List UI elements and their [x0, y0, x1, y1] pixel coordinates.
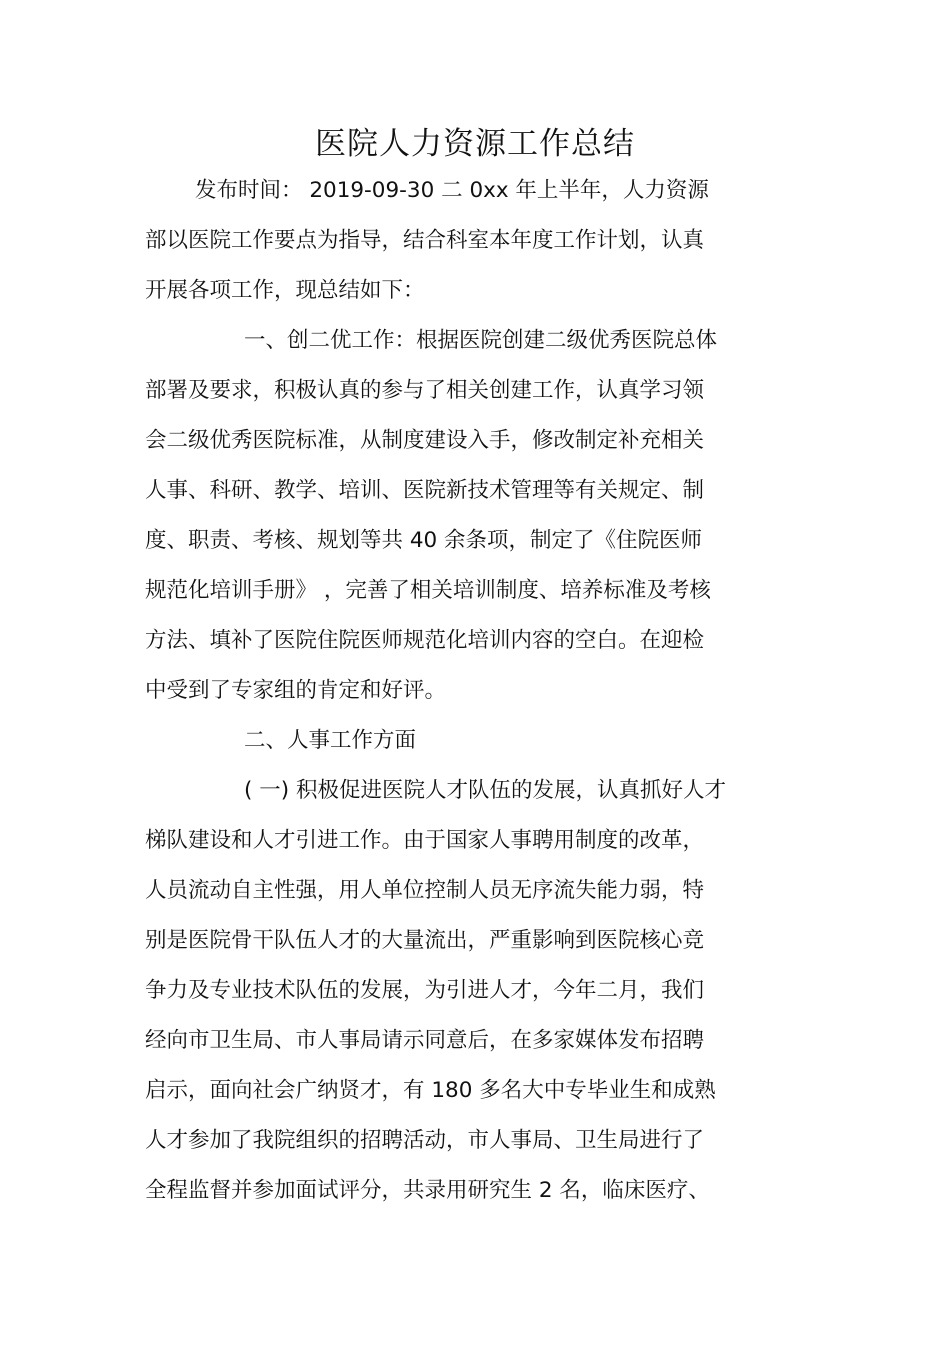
text-line: 经向市卫生局、市人事局请示同意后，在多家媒体发布招聘 — [145, 1028, 705, 1053]
text-line: 开展各项工作，现总结如下： — [145, 278, 425, 303]
text-line: 争力及专业技术队伍的发展，为引进人才，今年二月，我们 — [145, 978, 705, 1003]
text-line: 人员流动自主性强，用人单位控制人员无序流失能力弱，特 — [145, 878, 705, 903]
text-line: 规范化培训手册》 ，完善了相关培训制度、培养标准及考核 — [145, 578, 711, 603]
text-line: 发布时间： 2019-09-30 二 0xx 年上半年，人力资源 — [195, 178, 709, 203]
text-line: 别是医院骨干队伍人才的大量流出，严重影响到医院核心竞 — [145, 928, 705, 953]
text-line: 中受到了专家组的肯定和好评。 — [145, 678, 447, 703]
text-line: 人才参加了我院组织的招聘活动，市人事局、卫生局进行了 — [145, 1128, 705, 1153]
text-line: 部署及要求，积极认真的参与了相关创建工作，认真学习领 — [145, 378, 705, 403]
text-line: 部以医院工作要点为指导，结合科室本年度工作计划，认真 — [145, 228, 705, 253]
text-line: 会二级优秀医院标准，从制度建设入手，修改制定补充相关 — [145, 428, 705, 453]
section-heading: 二、人事工作方面 — [244, 728, 417, 753]
section-heading: 一、创二优工作：根据医院创建二级优秀医院总体 — [244, 328, 718, 353]
text-line: 启示，面向社会广纳贤才，有 180 多名大中专毕业生和成熟 — [145, 1078, 716, 1103]
text-line: 人事、科研、教学、培训、医院新技术管理等有关规定、制 — [145, 478, 705, 503]
subsection-heading: ( 一) 积极促进医院人才队伍的发展，认真抓好人才 — [244, 778, 726, 803]
document-title: 医院人力资源工作总结 — [315, 126, 635, 162]
text-line: 方法、填补了医院住院医师规范化培训内容的空白。在迎检 — [145, 628, 705, 653]
text-line: 度、职责、考核、规划等共 40 余条项，制定了《住院医师 — [145, 528, 703, 553]
text-line: 梯队建设和人才引进工作。由于国家人事聘用制度的改革， — [145, 828, 705, 853]
text-line: 全程监督并参加面试评分，共录用研究生 2 名，临床医疗、 — [145, 1178, 710, 1203]
